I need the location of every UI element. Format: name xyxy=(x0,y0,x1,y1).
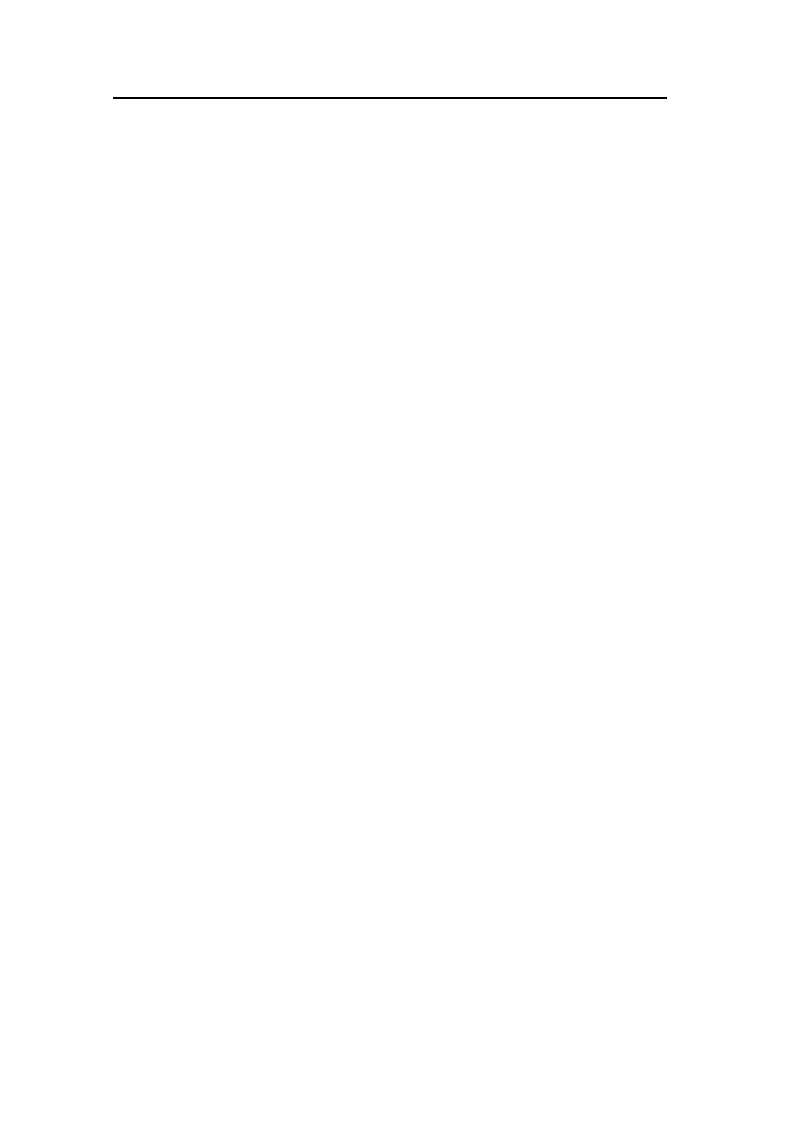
content-table xyxy=(113,97,667,99)
table-row xyxy=(114,98,667,99)
row-content xyxy=(205,98,667,99)
row-label xyxy=(114,98,205,99)
